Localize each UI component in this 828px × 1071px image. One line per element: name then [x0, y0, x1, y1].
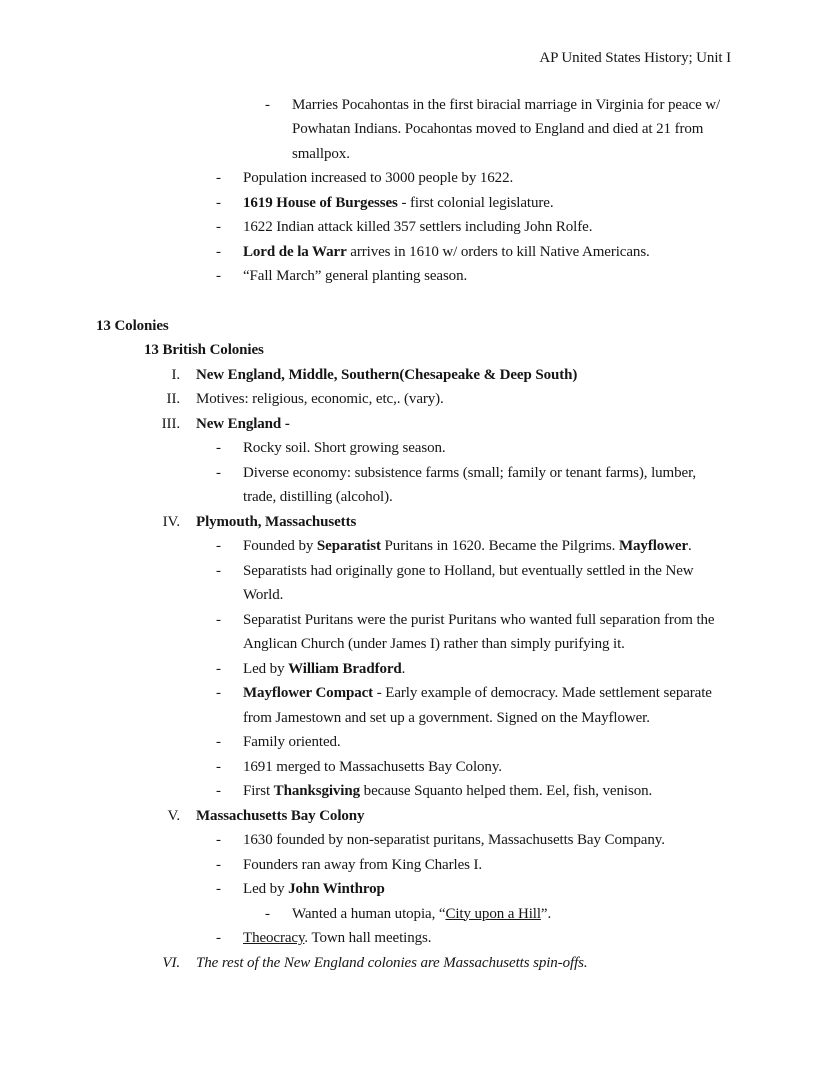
- text-segment: Founded by: [243, 538, 317, 554]
- bullet-marker: -: [216, 734, 221, 750]
- text-segment: Marries Pocahontas in the first biracial marriage in Virginia for peace w/ Powhatan Indians. Pocahontas moved to England and died at 21 from smallpox.: [292, 96, 721, 162]
- text-segment: 1691 merged to Massachusetts Bay Colony.: [243, 758, 502, 775]
- bullet-list-item: [96, 240, 731, 265]
- text-segment: 1630 founded by non-separatist puritans, Massachusetts Bay Company.: [243, 832, 665, 848]
- bullet-list-item: [96, 730, 731, 755]
- line-text: [243, 240, 731, 265]
- bullet-list-item: [96, 264, 731, 289]
- bullet-list-item: [96, 608, 731, 657]
- text-segment: Puritans in 1620. Became the Pilgrims.: [380, 538, 619, 554]
- roman-numeral: IV.: [162, 513, 180, 530]
- text-segment: Massachusetts Bay Colony: [196, 807, 365, 824]
- line-text: [243, 559, 731, 608]
- text-segment: Lord de la Warr: [243, 243, 347, 260]
- line-text: [243, 215, 731, 240]
- line-text: [144, 338, 731, 363]
- roman-list-item: [96, 412, 731, 437]
- bullet-marker: -: [216, 660, 221, 677]
- bullet-marker: -: [216, 832, 221, 848]
- line-text: [243, 779, 731, 804]
- text-segment: Theocracy: [243, 930, 305, 946]
- text-segment: Plymouth, Massachusetts: [196, 513, 357, 530]
- text-segment: Rocky soil. Short growing season.: [243, 440, 446, 456]
- line-text: [243, 608, 731, 657]
- bullet-marker: -: [216, 685, 221, 701]
- text-segment: 1622 Indian attack killed 357 settlers including John Rolfe.: [243, 219, 593, 235]
- text-segment: Mayflower Compact: [243, 685, 374, 701]
- text-segment: Led by: [243, 660, 289, 677]
- bullet-marker: -: [216, 194, 221, 211]
- bullet-marker: -: [216, 170, 221, 186]
- line-text: [243, 166, 731, 191]
- bullet-list-item: [96, 926, 731, 951]
- bullet-list-item: [96, 853, 731, 878]
- line-text: [180, 387, 731, 412]
- bullet-list-item: [96, 779, 731, 804]
- text-segment: First: [243, 783, 274, 799]
- roman-list-item: [96, 510, 731, 535]
- bullet-list-item: [96, 436, 731, 461]
- text-segment: ”.: [540, 905, 552, 922]
- line-text: [243, 534, 731, 559]
- heading-line: [96, 314, 731, 339]
- roman-numeral: V.: [167, 807, 180, 824]
- line-text: [243, 191, 731, 216]
- bullet-marker: -: [216, 440, 221, 456]
- text-segment: Separatist Puritans were the purist Puritans who wanted full separation from the Anglican Church (under James I) rather than simply purifying it.: [243, 611, 715, 652]
- bullet-list-item: [96, 902, 731, 927]
- bullet-marker: -: [216, 538, 221, 554]
- text-segment: Population increased to 3000 people by 1622.: [243, 170, 514, 186]
- line-text: [96, 314, 731, 339]
- line-text: [292, 93, 731, 167]
- line-text: [243, 853, 731, 878]
- bullet-list-item: [96, 828, 731, 853]
- roman-numeral: II.: [166, 391, 180, 407]
- text-segment: John Winthrop: [288, 881, 385, 897]
- roman-numeral: III.: [161, 415, 180, 432]
- bullet-marker: -: [216, 611, 221, 628]
- line-text: [243, 755, 731, 780]
- text-segment: Separatists had originally gone to Holland, but eventually settled in the New World.: [243, 562, 694, 603]
- bullet-list-item: [96, 215, 731, 240]
- text-segment: New England, Middle, Southern(Chesapeake & Deep South): [196, 366, 578, 383]
- bullet-list-item: [96, 755, 731, 780]
- line-text: [180, 804, 731, 829]
- roman-numeral: VI.: [162, 954, 180, 971]
- bullet-marker: -: [216, 758, 221, 775]
- bullet-list-item: [96, 877, 731, 902]
- text-segment: Mayflower: [618, 538, 689, 554]
- text-segment: .: [688, 538, 692, 554]
- text-segment: .: [401, 660, 406, 677]
- heading-line: [96, 338, 731, 363]
- text-segment: Family oriented.: [243, 734, 341, 750]
- bullet-marker: -: [216, 856, 221, 873]
- text-segment: Led by: [243, 881, 289, 897]
- text-segment: 13 Colonies: [96, 317, 169, 334]
- text-segment: Motives: religious, economic, etc,. (vary).: [196, 391, 444, 407]
- roman-list-item: [96, 951, 731, 976]
- bullet-list-item: [96, 559, 731, 608]
- bullet-list-item: [96, 191, 731, 216]
- bullet-marker: -: [216, 464, 221, 481]
- line-text: [243, 461, 731, 510]
- line-text: [243, 828, 731, 853]
- bullet-marker: -: [216, 243, 221, 260]
- document-body: [96, 93, 731, 976]
- line-text: [180, 951, 731, 976]
- bullet-marker: -: [265, 905, 270, 922]
- line-text: [292, 902, 731, 927]
- text-segment: Separatist: [316, 538, 381, 554]
- line-text: [243, 926, 731, 951]
- line-text: [243, 657, 731, 682]
- text-segment: Thanksgiving: [273, 783, 361, 799]
- bullet-list-item: [96, 657, 731, 682]
- text-segment: - first colonial legislature.: [397, 194, 554, 211]
- line-text: [243, 264, 731, 289]
- bullet-marker: -: [216, 562, 221, 579]
- text-segment: because Squanto helped them. Eel, fish, venison.: [360, 783, 653, 799]
- text-segment: arrives in 1610 w/ orders to kill Native Americans.: [346, 243, 650, 260]
- bullet-list-item: [96, 534, 731, 559]
- text-segment: Wanted a human utopia, “: [292, 905, 446, 922]
- text-segment: William Bradford: [288, 660, 402, 677]
- bullet-list-item: [96, 461, 731, 510]
- line-text: [243, 436, 731, 461]
- roman-list-item: [96, 387, 731, 412]
- text-segment: 1619 House of Burgesses: [243, 194, 398, 211]
- roman-list-item: [96, 804, 731, 829]
- text-segment: . Town hall meetings.: [304, 930, 432, 946]
- bullet-list-item: [96, 681, 731, 730]
- text-segment: - Early example of democracy. Made settlement separate from Jamestown and set up a government. Signed on the Mayflower.: [243, 685, 712, 726]
- bullet-marker: -: [216, 881, 221, 897]
- text-segment: “Fall March” general planting season.: [243, 268, 468, 284]
- text-segment: 13 British Colonies: [144, 342, 264, 358]
- bullet-list-item: [96, 166, 731, 191]
- document-header: AP United States History; Unit I: [539, 50, 731, 66]
- line-text: [243, 681, 731, 730]
- line-text: [180, 510, 731, 535]
- roman-list-item: [96, 363, 731, 388]
- text-segment: New England -: [196, 415, 290, 432]
- text-segment: The rest of the New England colonies are Massachusetts spin-offs.: [196, 954, 588, 971]
- roman-numeral: I.: [171, 366, 180, 383]
- line-text: [180, 412, 731, 437]
- bullet-marker: -: [216, 783, 221, 799]
- text-segment: City upon a Hill: [445, 905, 541, 922]
- line-text: [243, 877, 731, 902]
- text-segment: Founders ran away from King Charles I.: [243, 856, 483, 873]
- bullet-marker: -: [216, 268, 221, 284]
- line-text: [243, 730, 731, 755]
- line-text: [180, 363, 731, 388]
- text-segment: Diverse economy: subsistence farms (small; family or tenant farms), lumber, trade, distilling (alcohol).: [243, 464, 697, 505]
- bullet-marker: -: [265, 96, 270, 113]
- bullet-marker: -: [216, 219, 221, 235]
- bullet-marker: -: [216, 930, 221, 946]
- bullet-list-item: [96, 93, 731, 167]
